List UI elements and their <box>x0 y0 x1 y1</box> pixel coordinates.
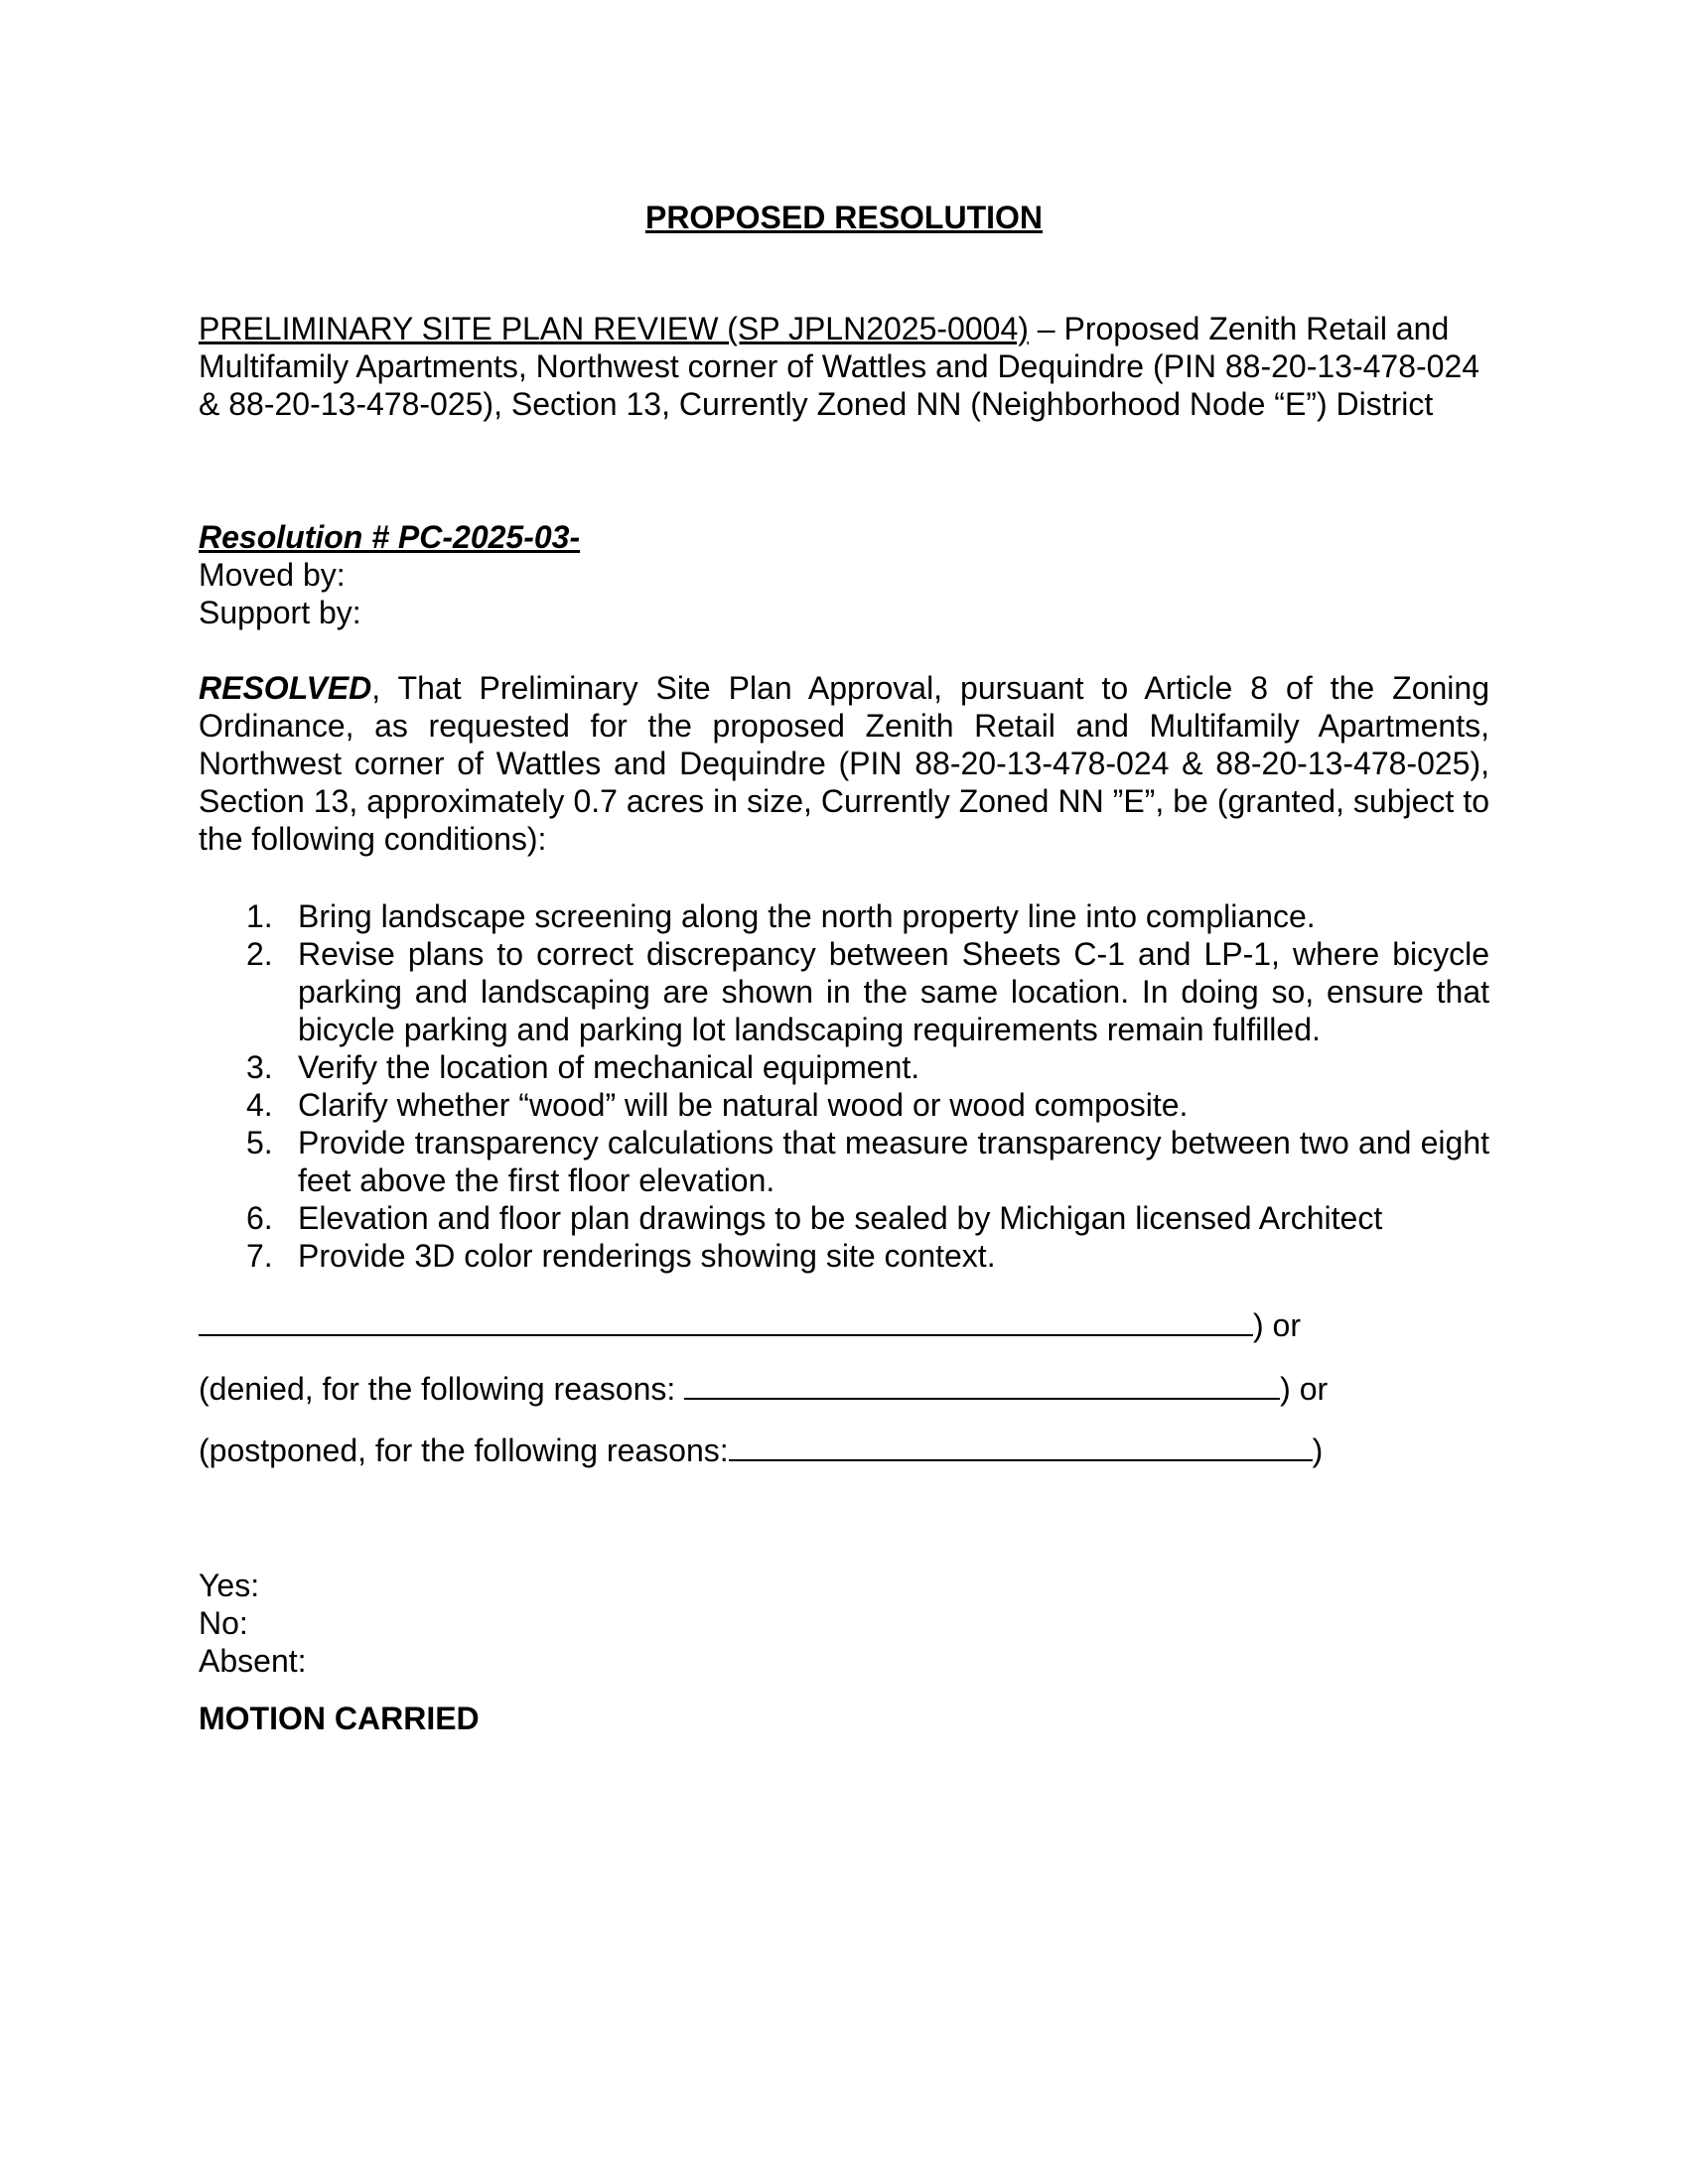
vote-absent-label: Absent: <box>199 1643 307 1679</box>
agenda-item-heading <box>199 310 1489 423</box>
condition-text: Provide 3D color renderings showing site context. <box>298 1238 996 1274</box>
condition-text: Bring landscape screening along the north property line into compliance. <box>298 898 1316 934</box>
denied-blank-line[interactable] <box>684 1370 1280 1400</box>
postponed-label: (postponed, for the following reasons: <box>199 1433 729 1468</box>
resolution-number: Resolution # PC-2025-03- <box>199 519 581 555</box>
denied-row <box>199 1370 1489 1408</box>
agenda-item-description: – Proposed Zenith Retail and Multifamily Apartments, Northwest corner of Wattles and Dequindre (PIN 88-20-13-478-024 & 88-20-13-478-025), Section 13, Currently Zoned NN (Neighborhood Node “E”) District <box>199 311 1480 422</box>
condition-number: 7. <box>246 1238 273 1274</box>
postponed-blank-line[interactable] <box>729 1432 1313 1461</box>
resolved-text: , That Preliminary Site Plan Approval, pursuant to Article 8 of the Zoning Ordinance, as requested for the proposed Zenith Retail and Multifamily Apartments, Northwest corner of Wattles and Dequindre (PIN 88-20-13-478-024 & 88-20-13-478-025), Section 13, approximately 0.7 acres in size, Currently Zoned NN ”E”, be (granted, subject to the following conditions): <box>199 670 1489 857</box>
conditions-list <box>199 897 1489 1275</box>
moved-by-label: Moved by: <box>199 557 346 593</box>
condition-number: 5. <box>246 1125 273 1160</box>
postponed-close-text: ) <box>1312 1433 1324 1468</box>
list-item <box>199 1048 1489 1086</box>
list-item <box>199 935 1489 1048</box>
denied-close-text: ) or <box>1280 1371 1329 1407</box>
condition-number: 2. <box>246 936 273 972</box>
granted-blank-line[interactable] <box>199 1306 1253 1336</box>
agenda-item-link[interactable]: PRELIMINARY SITE PLAN REVIEW (SP JPLN2025-0004) <box>199 311 1029 346</box>
granted-close-text: ) or <box>1253 1307 1301 1343</box>
denied-label: (denied, for the following reasons: <box>199 1371 685 1407</box>
vote-yes-label: Yes: <box>199 1568 260 1603</box>
condition-number: 1. <box>246 898 273 934</box>
list-item <box>199 1237 1489 1275</box>
resolved-keyword: RESOLVED <box>199 670 372 706</box>
condition-text: Verify the location of mechanical equipment. <box>298 1049 920 1085</box>
support-by-label: Support by: <box>199 595 361 630</box>
condition-text: Provide transparency calculations that measure transparency between two and eight feet above the first floor elevation. <box>298 1125 1489 1198</box>
list-item <box>199 897 1489 935</box>
condition-number: 6. <box>246 1200 273 1236</box>
vote-tally <box>199 1567 307 1680</box>
postponed-row <box>199 1432 1489 1469</box>
condition-number: 3. <box>246 1049 273 1085</box>
condition-text: Revise plans to correct discrepancy between Sheets C-1 and LP-1, where bicycle parking and landscaping are shown in the same location. In doing so, ensure that bicycle parking and parking lot landscaping requirements remain fulfilled. <box>298 936 1489 1047</box>
resolved-paragraph <box>199 669 1489 858</box>
list-item <box>199 1086 1489 1124</box>
page-title: PROPOSED RESOLUTION <box>644 200 1044 235</box>
list-item <box>199 1124 1489 1199</box>
condition-number: 4. <box>246 1087 273 1123</box>
motion-result: MOTION CARRIED <box>199 1701 480 1736</box>
list-item <box>199 1199 1489 1237</box>
vote-no-label: No: <box>199 1605 248 1641</box>
resolution-header <box>199 518 1489 631</box>
condition-text: Clarify whether “wood” will be natural wood or wood composite. <box>298 1087 1189 1123</box>
condition-text: Elevation and floor plan drawings to be sealed by Michigan licensed Architect <box>298 1200 1383 1236</box>
granted-blank-row <box>199 1306 1489 1344</box>
